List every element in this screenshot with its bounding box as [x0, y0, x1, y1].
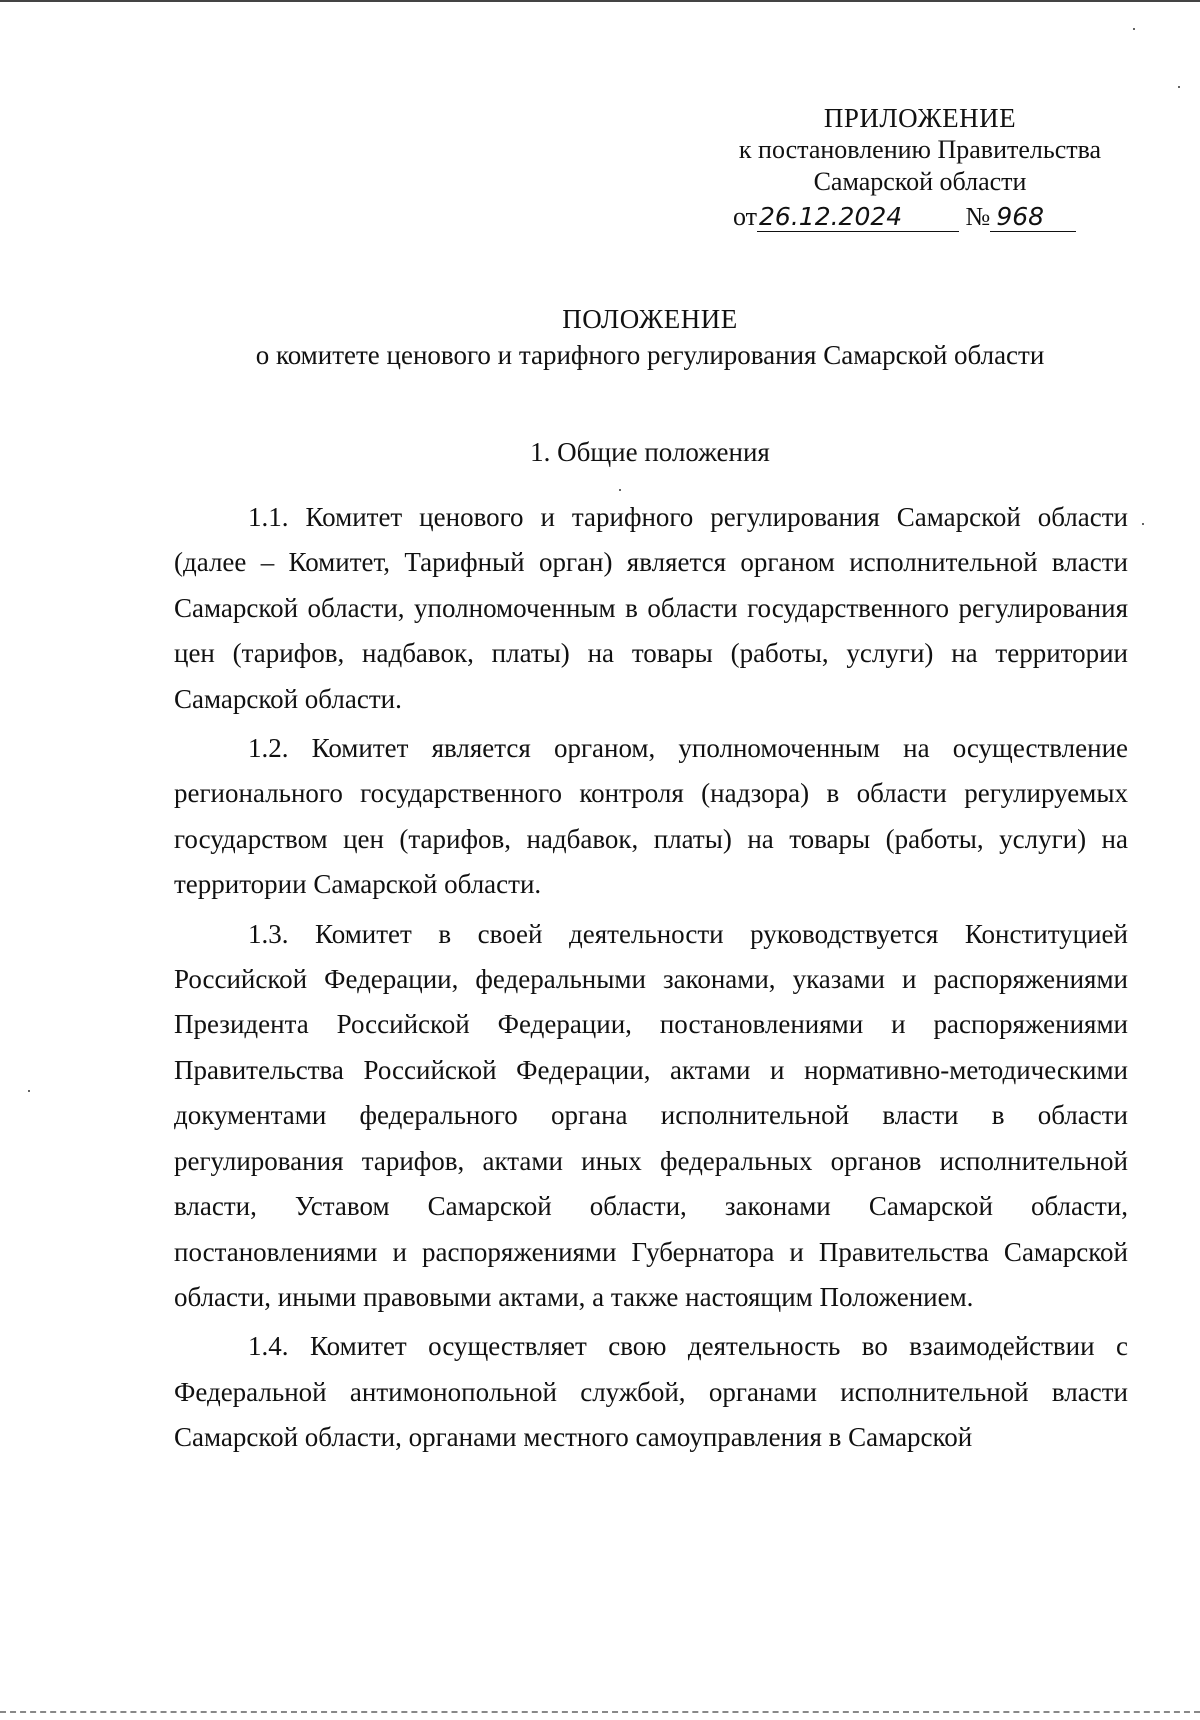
- scan-speck: [1142, 523, 1144, 525]
- paragraph-1-2: 1.2. Комитет является органом, уполномоченным на осуществление регионального государственного контроля (надзора) в области регулируемых государством цен (тарифов, надбавок, платы) на товары (работы, услуги) на территории Самарской области.: [174, 733, 1128, 900]
- date-prefix: от: [733, 202, 758, 231]
- document-subtitle: о комитете ценового и тарифного регулирования Самарской области: [255, 340, 1045, 370]
- scan-edge-bottom: [0, 1711, 1200, 1713]
- appendix-block: [700, 102, 1140, 198]
- handwritten-number: 968: [990, 203, 1076, 232]
- scan-speck: [1133, 28, 1135, 30]
- document-body: [174, 495, 1128, 1465]
- scan-speck: [619, 489, 621, 491]
- document-title: ПОЛОЖЕНИЕ: [562, 304, 738, 334]
- scan-speck: [1178, 86, 1180, 88]
- appendix-title: ПРИЛОЖЕНИЕ: [823, 103, 1017, 133]
- number-prefix: №: [965, 202, 991, 231]
- paragraph-1-4: 1.4. Комитет осуществляет свою деятельность во взаимодействии с Федеральной антимонопольной службой, органами исполнительной власти Самарской области, органами местного самоуправления в Самарской: [174, 1331, 1128, 1453]
- appendix-reference: к постановлению Правительства: [738, 135, 1102, 164]
- scan-edge-top: [0, 0, 1200, 2]
- paragraph-1-3: 1.3. Комитет в своей деятельности руководствуется Конституцией Российской Федерации, федеральными законами, указами и распоряжениями Президента Российской Федерации, постановлениями и распоряжениями Правительства Российской Федерации, актами и нормативно-методическими документами федерального органа исполнительной власти в области регулирования тарифов, актами иных федеральных органов исполнительной власти, Уставом Самарской области, законами Самарской области, постановлениями и распоряжениями Губернатора и Правительства Самарской области, иными правовыми актами, а также настоящим Положением.: [174, 918, 1128, 1312]
- section-title: 1. Общие положения: [530, 437, 770, 467]
- handwritten-date: 26.12.2024: [757, 203, 959, 232]
- appendix-dateline: [733, 200, 1076, 234]
- appendix-region: Самарской области: [813, 167, 1027, 196]
- scan-speck: [28, 1090, 30, 1092]
- paragraph-1-1: 1.1. Комитет ценового и тарифного регулирования Самарской области (далее – Комитет, Тарифный орган) является органом исполнительной власти Самарской области, уполномоченным в области государственного регулирования цен (тарифов, надбавок, платы) на товары (работы, услуги) на территории Самарской области.: [174, 502, 1128, 714]
